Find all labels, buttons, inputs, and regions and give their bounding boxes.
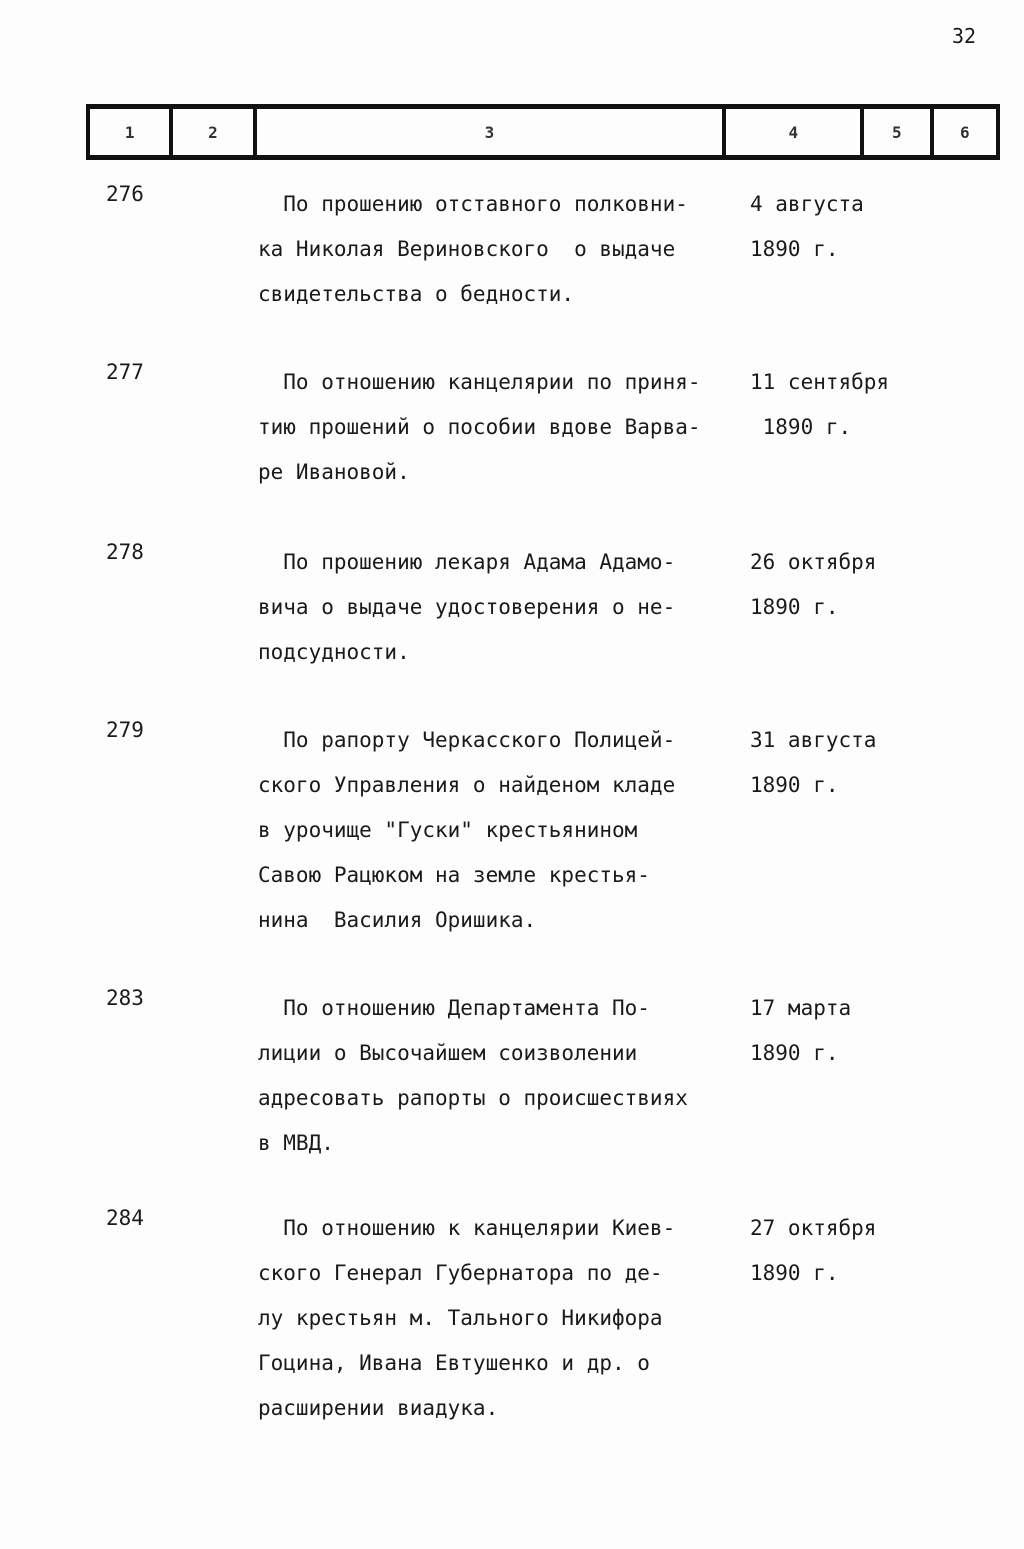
entry-number: 279: [106, 718, 144, 742]
entry-description: [258, 718, 738, 943]
date-line: 1890 г.: [750, 1261, 839, 1285]
date-line: 31 августа: [750, 728, 877, 752]
description-line: По прошению лекаря Адама Адамо-: [258, 550, 676, 574]
page-number: 32: [952, 24, 977, 48]
date-line: 1890 г.: [750, 773, 839, 797]
description-line: Савою Рацюком на земле крестья-: [258, 863, 650, 887]
entry-number: 283: [106, 986, 144, 1010]
entry-date: [750, 986, 851, 1076]
column-header: 6: [930, 109, 1000, 155]
entry-description: [258, 360, 738, 495]
column-header-row: [86, 104, 1000, 160]
description-line: По отношению Департамента По-: [258, 996, 650, 1020]
description-line: вича о выдаче удостоверения о не-: [258, 595, 676, 619]
entry-date: [750, 182, 864, 272]
entry-number: 276: [106, 182, 144, 206]
date-line: 1890 г.: [750, 237, 839, 261]
date-line: 1890 г.: [750, 415, 852, 439]
entry-description: [258, 540, 738, 675]
entry-number: 277: [106, 360, 144, 384]
description-line: ского Генерал Губернатора по де-: [258, 1261, 663, 1285]
entry-description: [258, 1206, 738, 1431]
date-line: 26 октября: [750, 550, 877, 574]
description-line: адресовать рапорты о происшествиях: [258, 1086, 688, 1110]
description-line: ского Управления о найденом кладе: [258, 773, 676, 797]
entry-number: 284: [106, 1206, 144, 1230]
date-line: 27 октября: [750, 1216, 877, 1240]
column-header: 4: [722, 109, 860, 155]
entry-description: [258, 986, 738, 1166]
date-line: 4 августа: [750, 192, 864, 216]
entry-description: [258, 182, 738, 317]
description-line: По рапорту Черкасского Полицей-: [258, 728, 676, 752]
date-line: 1890 г.: [750, 1041, 839, 1065]
date-line: 17 марта: [750, 996, 852, 1020]
column-header: 2: [169, 109, 252, 155]
description-line: ка Николая Вериновского о выдаче: [258, 237, 676, 261]
description-line: в урочище "Гуски" крестьянином: [258, 818, 638, 842]
description-line: По прошению отставного полковни-: [258, 192, 688, 216]
description-line: Гоцина, Ивана Евтушенко и др. о: [258, 1351, 650, 1375]
column-header: 3: [253, 109, 723, 155]
description-line: тию прошений о пособии вдове Варва-: [258, 415, 701, 439]
entry-date: [750, 718, 876, 808]
date-line: 11 сентября: [750, 370, 890, 394]
entry-date: [750, 1206, 876, 1296]
description-line: подсудности.: [258, 640, 410, 664]
entry-number: 278: [106, 540, 144, 564]
column-header: 1: [86, 109, 169, 155]
description-line: расширении виадука.: [258, 1396, 499, 1420]
description-line: По отношению канцелярии по приня-: [258, 370, 701, 394]
entry-date: [750, 360, 889, 450]
description-line: лу крестьян м. Тального Никифора: [258, 1306, 663, 1330]
column-header: 5: [860, 109, 929, 155]
description-line: лиции о Высочайшем соизволении: [258, 1041, 638, 1065]
description-line: По отношению к канцелярии Киев-: [258, 1216, 676, 1240]
description-line: в МВД.: [258, 1131, 334, 1155]
description-line: нина Василия Оришика.: [258, 908, 537, 932]
description-line: свидетельства о бедности.: [258, 282, 575, 306]
entry-date: [750, 540, 876, 630]
description-line: ре Ивановой.: [258, 460, 410, 484]
date-line: 1890 г.: [750, 595, 839, 619]
